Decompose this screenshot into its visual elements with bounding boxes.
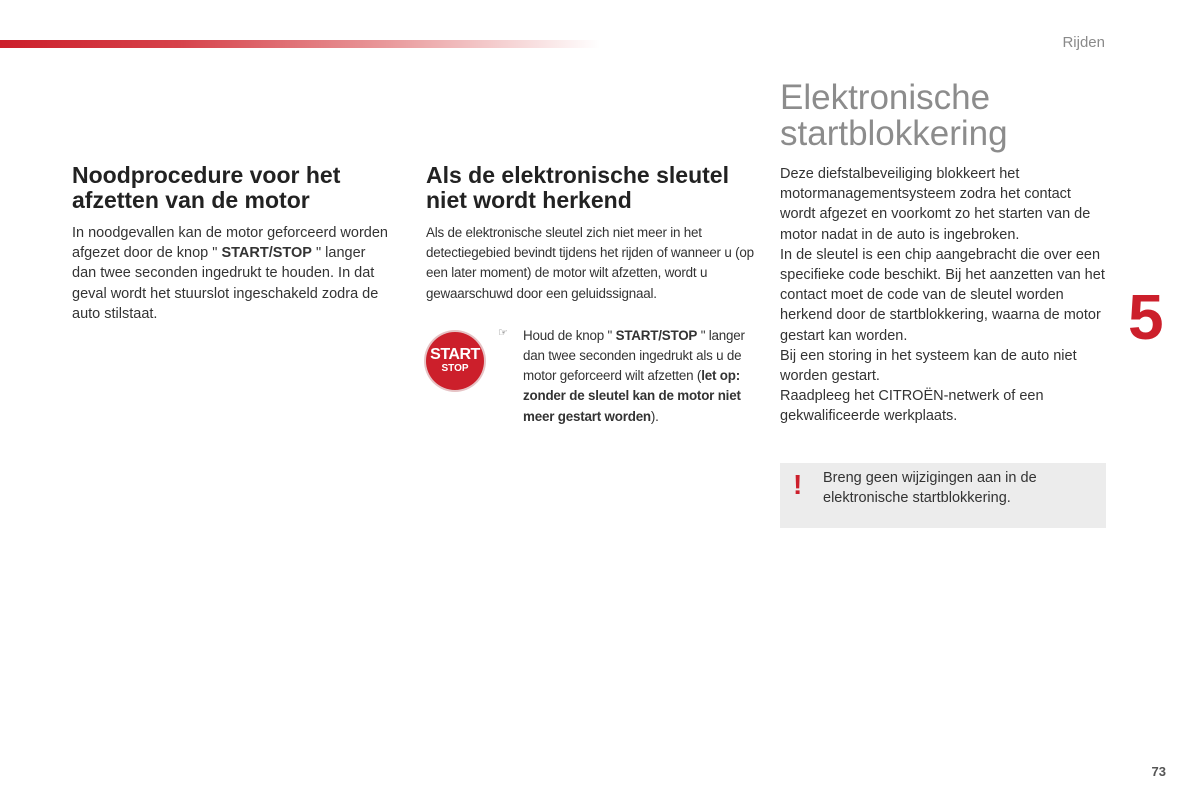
emergency-procedure-section: [72, 163, 392, 324]
warning-text: Breng geen wijzigingen aan in de elektronische startblokkering.: [823, 469, 1037, 506]
immobiliser-body: Deze diefstalbeveiliging blokkeert het motormanagementsysteem zodra het contact wordt afgezet en voorkomt zo het starten van de motor nadat in de auto is ingebroken. In de sleutel is een chip aangebracht die over een specifieke code beschikt. Bij het aanzetten van het contact moet de code van de sleutel worden herkend door de startblokkering, waarna de motor gestart kan worden. Bij een storing in het systeem kan de auto niet worden gestart. Raadpleeg het CITROËN-netwerk of een gekwalificeerde werkplaats.: [780, 166, 1105, 425]
emergency-text-part2: " langer dan twee seconden ingedrukt te houden. In dat geval wordt het stuurslot ingeschakeld zodra de auto stilstaat.: [72, 245, 379, 322]
chapter-number: 5: [1128, 281, 1164, 353]
page-number: 73: [1151, 764, 1166, 779]
stop-label: STOP: [441, 362, 469, 374]
emergency-procedure-heading: Noodprocedure voor het afzetten van de motor: [72, 162, 341, 213]
instr-warning: let op: zonder de sleutel kan de motor niet meer gestart worden: [523, 368, 741, 424]
instruction-text: [523, 326, 758, 427]
instr-part2: " langer dan twee seconden ingedrukt als u de motor geforceerd wilt afzetten (: [523, 327, 745, 384]
key-not-recognized-intro: Als de elektronische sleutel zich niet meer in het detectiegebied bevindt tijdens het rijden of wanneer u (op een later moment) de motor wilt afzetten, wordt u gewaarschuwd door een geluidssignaal.: [426, 225, 754, 301]
section-title: Rijden: [1062, 34, 1105, 51]
instr-start-stop: START/STOP: [615, 327, 698, 343]
emergency-text-part1: In noodgevallen kan de motor geforceerd worden afgezet door de knop ": [72, 225, 388, 262]
start-stop-button-icon: [426, 332, 484, 390]
start-stop-label: START/STOP: [221, 245, 312, 262]
instr-part3: ).: [650, 408, 659, 424]
warning-box: [780, 463, 1106, 528]
key-not-recognized-section: [426, 163, 756, 456]
immobiliser-section: [780, 80, 1106, 528]
warning-icon: !: [793, 468, 803, 500]
hand-pointer-icon: ☞: [498, 326, 508, 339]
start-label: START: [430, 345, 480, 363]
immobiliser-heading: Elektronische startblokkering: [780, 78, 1008, 153]
instr-part1: Houd de knop ": [523, 327, 616, 343]
key-not-recognized-heading: Als de elektronische sleutel niet wordt herkend: [426, 162, 729, 213]
emergency-procedure-text: [72, 223, 392, 324]
header-accent-bar: [0, 40, 600, 48]
instruction-row: [426, 326, 756, 456]
